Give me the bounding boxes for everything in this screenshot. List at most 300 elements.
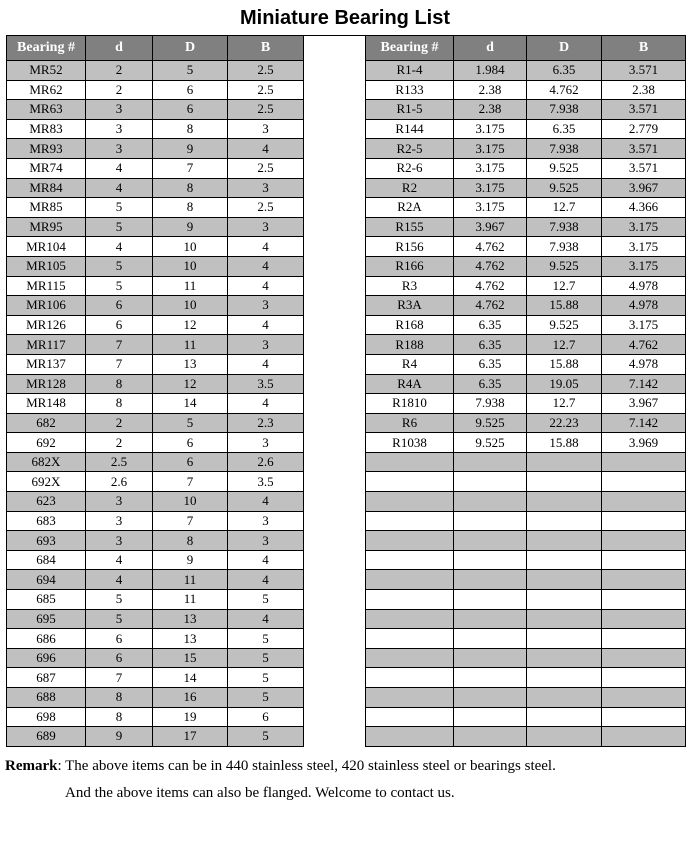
table-cell: 8 <box>153 178 228 198</box>
table-cell: 3.5 <box>228 472 304 492</box>
table-row <box>7 452 304 472</box>
table-cell: 7.142 <box>602 374 686 394</box>
remark <box>5 753 690 807</box>
table-cell: 3.175 <box>602 217 686 237</box>
table-cell: 2.38 <box>454 100 527 120</box>
table-row <box>366 256 686 276</box>
table-cell <box>454 531 527 551</box>
table-cell: 3.967 <box>602 394 686 414</box>
table-cell <box>366 707 454 727</box>
table-cell: 3 <box>86 531 153 551</box>
table-cell: 2 <box>86 433 153 453</box>
table-row <box>366 707 686 727</box>
table-cell: 6.35 <box>527 119 602 139</box>
table-cell <box>454 609 527 629</box>
table-cell: 9 <box>86 727 153 747</box>
table-cell: 5 <box>153 413 228 433</box>
table-row <box>7 335 304 355</box>
table-cell: R4 <box>366 354 454 374</box>
table-cell: 4.978 <box>602 296 686 316</box>
table-row <box>366 511 686 531</box>
table-cell: 7.938 <box>527 237 602 257</box>
table-cell: 3.175 <box>602 315 686 335</box>
table-cell <box>527 727 602 747</box>
table-cell: 4 <box>228 315 304 335</box>
table-cell <box>454 452 527 472</box>
table-cell: 3.175 <box>602 237 686 257</box>
table-row <box>366 119 686 139</box>
table-cell: 7.938 <box>527 217 602 237</box>
table-cell: 6.35 <box>454 335 527 355</box>
table-cell: R144 <box>366 119 454 139</box>
table-row <box>366 413 686 433</box>
table-cell: MR93 <box>7 139 86 159</box>
table-cell: 4 <box>86 570 153 590</box>
table-cell <box>602 472 686 492</box>
table-cell: 4 <box>86 178 153 198</box>
table-cell: R155 <box>366 217 454 237</box>
table-cell: 685 <box>7 590 86 610</box>
table-cell <box>527 472 602 492</box>
table-row <box>7 374 304 394</box>
table-row <box>7 80 304 100</box>
table-row <box>366 727 686 747</box>
table-cell: 4 <box>228 492 304 512</box>
table-cell: 4.762 <box>454 256 527 276</box>
table-cell: 6 <box>86 296 153 316</box>
table-cell: 688 <box>7 688 86 708</box>
table-cell: 3 <box>86 139 153 159</box>
table-cell: 2.5 <box>228 61 304 81</box>
table-row <box>7 354 304 374</box>
table-cell: 12 <box>153 374 228 394</box>
table-cell: 6 <box>153 100 228 120</box>
table-cell: MR137 <box>7 354 86 374</box>
table-cell: MR106 <box>7 296 86 316</box>
table-cell: 10 <box>153 296 228 316</box>
table-cell: 3 <box>228 511 304 531</box>
table-cell: 7 <box>86 668 153 688</box>
column-header-bearing-number: Bearing # <box>366 36 454 61</box>
table-cell <box>366 550 454 570</box>
table-cell: MR83 <box>7 119 86 139</box>
table-cell <box>454 648 527 668</box>
table-cell: R3A <box>366 296 454 316</box>
table-cell: 17 <box>153 727 228 747</box>
table-cell <box>366 570 454 590</box>
table-cell: 3.967 <box>454 217 527 237</box>
table-cell: 6 <box>86 315 153 335</box>
table-body-left <box>7 61 304 747</box>
table-cell: R6 <box>366 413 454 433</box>
table-cell: 7 <box>86 335 153 355</box>
table-cell: 11 <box>153 590 228 610</box>
table-cell <box>527 629 602 649</box>
table-cell: 3 <box>228 119 304 139</box>
table-cell: 15.88 <box>527 296 602 316</box>
table-cell <box>527 511 602 531</box>
table-cell: MR62 <box>7 80 86 100</box>
table-cell: R168 <box>366 315 454 335</box>
table-cell: R188 <box>366 335 454 355</box>
table-row <box>7 198 304 218</box>
table-cell <box>527 648 602 668</box>
table-cell: 694 <box>7 570 86 590</box>
table-cell: 4 <box>228 550 304 570</box>
table-cell <box>527 550 602 570</box>
table-cell: 2.5 <box>228 100 304 120</box>
table-cell: 5 <box>86 590 153 610</box>
table-cell: 5 <box>86 217 153 237</box>
table-cell: MR84 <box>7 178 86 198</box>
table-cell: 15.88 <box>527 354 602 374</box>
table-row <box>366 276 686 296</box>
table-cell: 2.5 <box>228 198 304 218</box>
table-cell: 9.525 <box>527 315 602 335</box>
table-cell <box>602 609 686 629</box>
column-header-outer-diameter: D <box>527 36 602 61</box>
table-cell <box>602 550 686 570</box>
table-cell: 8 <box>153 531 228 551</box>
table-row <box>366 61 686 81</box>
table-cell: MR104 <box>7 237 86 257</box>
table-row <box>7 139 304 159</box>
table-cell: 4.978 <box>602 276 686 296</box>
table-cell: 682X <box>7 452 86 472</box>
table-cell: 8 <box>86 394 153 414</box>
table-row <box>7 178 304 198</box>
table-cell: 5 <box>228 727 304 747</box>
column-header-width: B <box>228 36 304 61</box>
bearing-table-left <box>6 35 304 747</box>
table-cell: 5 <box>86 276 153 296</box>
table-cell: MR63 <box>7 100 86 120</box>
table-cell: 4 <box>86 237 153 257</box>
table-row <box>7 531 304 551</box>
table-row <box>7 276 304 296</box>
table-cell: R1-4 <box>366 61 454 81</box>
table-row <box>7 707 304 727</box>
table-cell: 3.175 <box>454 119 527 139</box>
table-cell: 12 <box>153 315 228 335</box>
table-cell <box>366 609 454 629</box>
table-cell: 693 <box>7 531 86 551</box>
table-cell: 5 <box>228 648 304 668</box>
table-cell: 3 <box>86 492 153 512</box>
table-cell <box>602 492 686 512</box>
table-row <box>366 629 686 649</box>
table-cell: 16 <box>153 688 228 708</box>
table-cell: 3.175 <box>454 139 527 159</box>
table-row <box>366 158 686 178</box>
table-cell: MR85 <box>7 198 86 218</box>
table-cell: 3 <box>228 217 304 237</box>
table-cell: 5 <box>228 668 304 688</box>
table-cell: 5 <box>228 688 304 708</box>
table-cell: R2 <box>366 178 454 198</box>
table-row <box>7 315 304 335</box>
table-row <box>7 413 304 433</box>
table-cell <box>527 609 602 629</box>
table-cell: 13 <box>153 609 228 629</box>
table-row <box>366 394 686 414</box>
table-cell: 7 <box>153 472 228 492</box>
table-cell: 3.967 <box>602 178 686 198</box>
table-cell <box>366 648 454 668</box>
column-header-d: d <box>454 36 527 61</box>
table-cell: MR52 <box>7 61 86 81</box>
table-cell: 6.35 <box>527 61 602 81</box>
table-cell: 8 <box>153 198 228 218</box>
table-row <box>366 374 686 394</box>
table-cell: 3 <box>228 531 304 551</box>
table-cell: 4 <box>228 570 304 590</box>
table-cell: MR105 <box>7 256 86 276</box>
table-cell: 7.938 <box>454 394 527 414</box>
table-cell: 13 <box>153 629 228 649</box>
table-cell: 5 <box>228 629 304 649</box>
table-cell: 8 <box>86 374 153 394</box>
table-cell: MR126 <box>7 315 86 335</box>
table-cell: 7 <box>86 354 153 374</box>
table-row <box>366 139 686 159</box>
table-cell: 2.38 <box>454 80 527 100</box>
table-cell: R133 <box>366 80 454 100</box>
table-cell: 15.88 <box>527 433 602 453</box>
table-cell: 2.779 <box>602 119 686 139</box>
table-cell: MR148 <box>7 394 86 414</box>
table-cell: 3 <box>228 335 304 355</box>
table-row <box>366 648 686 668</box>
table-cell: 686 <box>7 629 86 649</box>
table-row <box>366 296 686 316</box>
table-cell: 19 <box>153 707 228 727</box>
table-cell: 7 <box>153 158 228 178</box>
table-row <box>366 335 686 355</box>
table-cell: 13 <box>153 354 228 374</box>
table-row <box>366 80 686 100</box>
table-cell <box>366 492 454 512</box>
table-cell: 9.525 <box>454 413 527 433</box>
header-row <box>366 36 686 61</box>
table-cell: 4 <box>228 139 304 159</box>
table-cell: 4 <box>228 609 304 629</box>
table-cell: 4.762 <box>602 335 686 355</box>
table-cell: 9.525 <box>527 158 602 178</box>
table-cell <box>602 570 686 590</box>
table-cell <box>454 570 527 590</box>
table-cell: 696 <box>7 648 86 668</box>
table-row <box>366 178 686 198</box>
table-cell: R2A <box>366 198 454 218</box>
table-cell: 14 <box>153 394 228 414</box>
table-cell: 3.571 <box>602 158 686 178</box>
table-cell <box>366 688 454 708</box>
table-row <box>7 609 304 629</box>
table-cell: R156 <box>366 237 454 257</box>
table-cell <box>527 452 602 472</box>
table-cell: 15 <box>153 648 228 668</box>
table-cell: 3.5 <box>228 374 304 394</box>
table-cell: 5 <box>86 256 153 276</box>
bearing-table-right <box>365 35 686 747</box>
table-row <box>7 688 304 708</box>
table-row <box>366 315 686 335</box>
table-cell <box>527 707 602 727</box>
table-cell <box>366 531 454 551</box>
table-cell: 6 <box>86 648 153 668</box>
table-cell: 7.142 <box>602 413 686 433</box>
table-row <box>366 198 686 218</box>
table-cell <box>454 707 527 727</box>
table-cell: 11 <box>153 276 228 296</box>
table-cell: 12.7 <box>527 198 602 218</box>
table-row <box>366 472 686 492</box>
table-cell: 4 <box>86 550 153 570</box>
table-cell: 14 <box>153 668 228 688</box>
table-cell: 692 <box>7 433 86 453</box>
table-cell: 4 <box>228 354 304 374</box>
table-cell: 10 <box>153 237 228 257</box>
table-cell: 6 <box>153 433 228 453</box>
table-cell: 2.3 <box>228 413 304 433</box>
table-cell: 9 <box>153 550 228 570</box>
table-cell: 3.571 <box>602 100 686 120</box>
table-row <box>7 217 304 237</box>
table-row <box>7 61 304 81</box>
remark-text: : The above items can be in 440 stainless steel, 420 stainless steel or bearings steel. <box>57 757 556 774</box>
table-cell: R2-6 <box>366 158 454 178</box>
table-cell: 8 <box>86 688 153 708</box>
table-cell: 8 <box>86 707 153 727</box>
table-row <box>7 648 304 668</box>
table-cell <box>602 531 686 551</box>
table-row <box>366 492 686 512</box>
table-cell <box>454 727 527 747</box>
table-cell <box>454 629 527 649</box>
table-row <box>7 629 304 649</box>
table-cell: 4 <box>228 256 304 276</box>
table-cell: 3.571 <box>602 139 686 159</box>
table-cell <box>602 727 686 747</box>
table-row <box>7 668 304 688</box>
table-row <box>7 119 304 139</box>
table-cell: 4 <box>228 276 304 296</box>
table-row <box>7 472 304 492</box>
table-cell: 623 <box>7 492 86 512</box>
table-cell: 19.05 <box>527 374 602 394</box>
table-cell: 9.525 <box>527 178 602 198</box>
table-cell <box>602 590 686 610</box>
table-row <box>366 217 686 237</box>
table-cell: R1038 <box>366 433 454 453</box>
table-row <box>7 570 304 590</box>
table-cell: MR74 <box>7 158 86 178</box>
table-cell: 5 <box>228 590 304 610</box>
table-row <box>7 158 304 178</box>
table-row <box>366 609 686 629</box>
table-cell: 698 <box>7 707 86 727</box>
table-cell: 3 <box>228 433 304 453</box>
table-cell <box>454 472 527 492</box>
table-cell <box>454 550 527 570</box>
table-row <box>7 394 304 414</box>
table-cell <box>454 668 527 688</box>
table-cell: 7.938 <box>527 139 602 159</box>
table-cell: 3 <box>86 100 153 120</box>
table-cell: 2.38 <box>602 80 686 100</box>
table-cell: 6.35 <box>454 374 527 394</box>
column-header-bearing-number: Bearing # <box>7 36 86 61</box>
table-cell: 2.6 <box>86 472 153 492</box>
table-row <box>7 433 304 453</box>
table-cell: 3.969 <box>602 433 686 453</box>
table-cell <box>602 707 686 727</box>
table-cell: 692X <box>7 472 86 492</box>
table-row <box>366 668 686 688</box>
table-cell: 3.175 <box>454 198 527 218</box>
table-gap-spacer <box>304 35 365 747</box>
table-row <box>7 256 304 276</box>
table-cell <box>366 727 454 747</box>
remark-line-2: And the above items can also be flanged. Welcome to contact us. <box>65 784 455 801</box>
header-row <box>7 36 304 61</box>
table-cell: 2 <box>86 61 153 81</box>
table-cell: 5 <box>86 198 153 218</box>
table-row <box>366 237 686 257</box>
table-cell: R166 <box>366 256 454 276</box>
table-cell: 682 <box>7 413 86 433</box>
table-cell: 695 <box>7 609 86 629</box>
table-cell: 12.7 <box>527 394 602 414</box>
table-cell <box>366 511 454 531</box>
table-cell: MR115 <box>7 276 86 296</box>
table-cell: 6.35 <box>454 315 527 335</box>
table-cell: 6 <box>86 629 153 649</box>
table-cell: 3.175 <box>454 178 527 198</box>
table-cell <box>366 590 454 610</box>
table-cell: 3 <box>228 178 304 198</box>
table-cell: 689 <box>7 727 86 747</box>
table-cell: 22.23 <box>527 413 602 433</box>
table-cell: 6.35 <box>454 354 527 374</box>
table-cell <box>454 688 527 708</box>
table-cell: 2 <box>86 413 153 433</box>
table-cell: 10 <box>153 492 228 512</box>
table-cell: 10 <box>153 256 228 276</box>
table-cell <box>454 590 527 610</box>
table-cell: 3 <box>228 296 304 316</box>
table-cell: 2 <box>86 80 153 100</box>
table-cell: 3.175 <box>602 256 686 276</box>
table-cell: 2.6 <box>228 452 304 472</box>
table-cell: 8 <box>153 119 228 139</box>
table-cell: 683 <box>7 511 86 531</box>
table-row <box>7 550 304 570</box>
page-title: Miniature Bearing List <box>239 7 451 29</box>
table-cell <box>527 590 602 610</box>
table-cell: 4 <box>228 394 304 414</box>
table-cell <box>527 668 602 688</box>
table-row <box>7 727 304 747</box>
table-cell <box>602 688 686 708</box>
table-cell: 4 <box>228 237 304 257</box>
table-cell <box>366 452 454 472</box>
table-cell: 2.5 <box>228 80 304 100</box>
table-cell: R1810 <box>366 394 454 414</box>
table-cell: 5 <box>153 61 228 81</box>
table-row <box>7 296 304 316</box>
